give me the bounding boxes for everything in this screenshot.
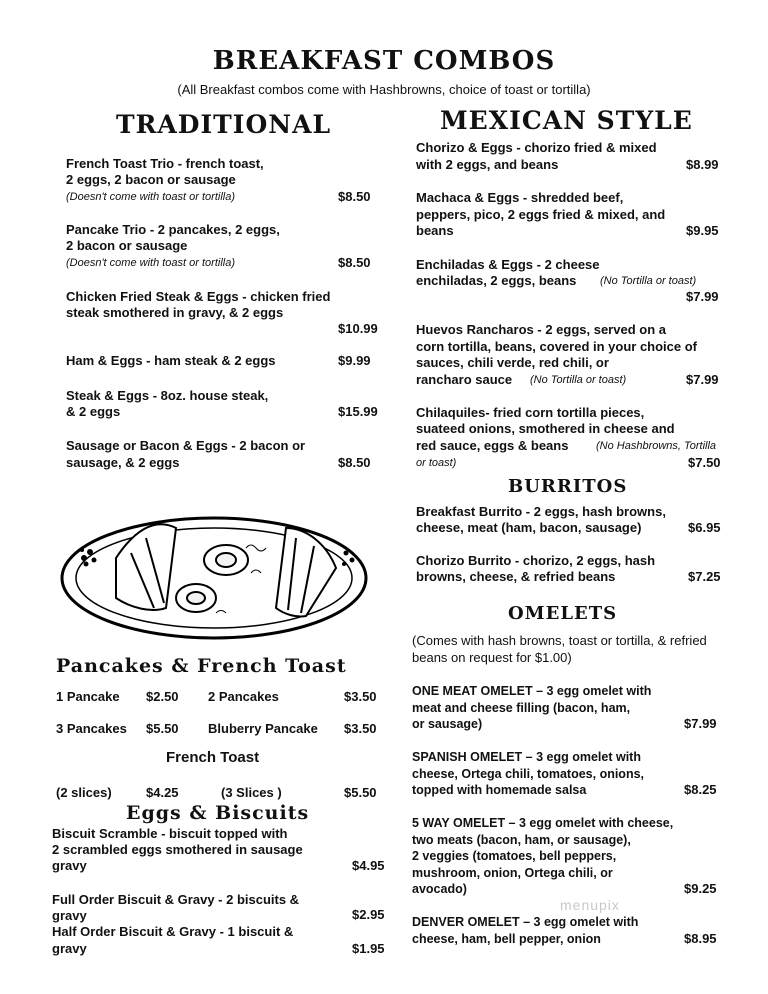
item-line: mushroom, onion, Ortega chili, or <box>412 866 613 880</box>
omelets-heading: OMELETS <box>508 603 618 624</box>
item-line: Breakfast Burrito - 2 eggs, hash browns, <box>416 504 666 519</box>
item-price: $6.95 <box>688 520 721 535</box>
french-toast-label: (3 Slices ) <box>221 785 282 800</box>
item-line: two meats (bacon, ham, or sausage), <box>412 833 631 847</box>
item-line: Huevos Rancharos - 2 eggs, served on a <box>416 322 666 337</box>
item-line: Enchiladas & Eggs - 2 cheese <box>416 257 600 272</box>
pancake-price: $2.50 <box>146 689 179 704</box>
item-line: Full Order Biscuit & Gravy - 2 biscuits & <box>52 892 300 907</box>
item-line: cheese, Ortega chili, tomatoes, onions, <box>412 767 645 781</box>
item-price: $8.25 <box>684 782 717 797</box>
pancake-label: 3 Pancakes <box>56 721 127 736</box>
item-line: SPANISH OMELET – 3 egg omelet with <box>412 750 641 764</box>
item-line: or sausage) <box>412 717 483 731</box>
item-note: (No Tortilla or toast) <box>530 374 627 386</box>
pancake-price: $5.50 <box>146 721 179 736</box>
item-line: corn tortilla, beans, covered in your choice of <box>416 339 698 354</box>
item-line: Steak & Eggs - 8oz. house steak, <box>66 388 269 403</box>
item-price: $7.50 <box>688 455 721 470</box>
item-price: $8.50 <box>338 189 371 204</box>
item-line: beans <box>416 223 454 238</box>
item-line: suateed onions, smothered in cheese and <box>416 421 675 436</box>
item-note: or toast) <box>416 457 457 469</box>
item-line: Biscuit Scramble - biscuit topped with <box>52 826 288 841</box>
french-toast-heading: French Toast <box>166 749 260 766</box>
item-note: (Doesn't come with toast or tortilla) <box>66 191 235 203</box>
item-price: $9.99 <box>338 353 371 368</box>
item-line: 5 WAY OMELET – 3 egg omelet with cheese, <box>412 816 674 830</box>
omelets-intro: (Comes with hash browns, toast or tortilla, & refried <box>412 633 707 648</box>
item-line: topped with homemade salsa <box>412 783 587 797</box>
page-title: BREAKFAST COMBOS <box>212 46 556 76</box>
traditional-heading: TRADITIONAL <box>116 110 332 139</box>
pancake-label: 2 Pancakes <box>208 689 279 704</box>
item-price: $4.95 <box>352 858 385 873</box>
french-toast-price: $4.25 <box>146 785 179 800</box>
item-price: $7.99 <box>684 716 717 731</box>
item-line: gravy <box>52 941 87 956</box>
pancake-price: $3.50 <box>344 689 377 704</box>
item-line: Chorizo & Eggs - chorizo fried & mixed <box>416 140 657 155</box>
biscuits-heading: Eggs & Biscuits <box>126 802 310 824</box>
item-line: rancharo sauce <box>416 372 513 387</box>
item-price: $7.99 <box>686 372 719 387</box>
item-price: $8.99 <box>686 157 719 172</box>
item-price: $8.50 <box>338 455 371 470</box>
item-line: French Toast Trio - french toast, <box>66 156 264 171</box>
item-line: steak smothered in gravy, & 2 eggs <box>66 305 284 320</box>
item-line: meat and cheese filling (bacon, ham, <box>412 701 631 715</box>
item-line: with 2 eggs, and beans <box>416 157 559 172</box>
pancakes-heading: Pancakes & French Toast <box>56 655 347 677</box>
pancake-label: Bluberry Pancake <box>208 721 318 736</box>
item-line: browns, cheese, & refried beans <box>416 569 616 584</box>
omelets-intro: beans on request for $1.00) <box>412 650 572 665</box>
item-line: gravy <box>52 908 87 923</box>
item-line: DENVER OMELET – 3 egg omelet with <box>412 915 639 929</box>
breakfast-plate-illustration <box>56 498 374 648</box>
item-line: cheese, ham, bell pepper, onion <box>412 932 601 946</box>
item-note: (No Hashbrowns, Tortilla <box>596 440 717 452</box>
item-note: (No Tortilla or toast) <box>600 275 697 287</box>
item-price: $7.99 <box>686 289 719 304</box>
item-line: & 2 eggs <box>66 404 121 419</box>
item-line: Half Order Biscuit & Gravy - 1 biscuit & <box>52 924 294 939</box>
french-toast-label: (2 slices) <box>56 785 112 800</box>
item-price: $7.25 <box>688 569 721 584</box>
item-price: $10.99 <box>338 321 378 336</box>
item-price: $9.25 <box>684 881 717 896</box>
item-line: ONE MEAT OMELET – 3 egg omelet with <box>412 684 652 698</box>
item-line: gravy <box>52 858 87 873</box>
item-price: $2.95 <box>352 907 385 922</box>
item-line: Machaca & Eggs - shredded beef, <box>416 190 624 205</box>
item-line: 2 eggs, 2 bacon or sausage <box>66 172 236 187</box>
watermark: menupix <box>560 897 620 913</box>
item-line: enchiladas, 2 eggs, beans <box>416 273 577 288</box>
item-line: Chilaquiles- fried corn tortilla pieces, <box>416 405 645 420</box>
item-price: $1.95 <box>352 941 385 956</box>
item-price: $8.50 <box>338 255 371 270</box>
item-price: $15.99 <box>338 404 378 419</box>
item-line: Pancake Trio - 2 pancakes, 2 eggs, <box>66 222 280 237</box>
item-line: 2 scrambled eggs smothered in sausage <box>52 842 303 857</box>
item-price: $9.95 <box>686 223 719 238</box>
item-line: red sauce, eggs & beans <box>416 438 569 453</box>
item-line: cheese, meat (ham, bacon, sausage) <box>416 520 642 535</box>
item-line: avocado) <box>412 882 467 896</box>
item-line: sausage, & 2 eggs <box>66 455 180 470</box>
pancake-price: $3.50 <box>344 721 377 736</box>
item-line: 2 bacon or sausage <box>66 238 188 253</box>
item-price: $8.95 <box>684 931 717 946</box>
item-line: sauces, chili verde, red chili, or <box>416 355 609 370</box>
item-line: 2 veggies (tomatoes, bell peppers, <box>412 849 617 863</box>
mexican-heading: MEXICAN STYLE <box>440 106 693 135</box>
item-line: Ham & Eggs - ham steak & 2 eggs <box>66 353 276 368</box>
item-line: peppers, pico, 2 eggs fried & mixed, and <box>416 207 666 222</box>
item-line: Sausage or Bacon & Eggs - 2 bacon or <box>66 438 306 453</box>
burritos-heading: BURRITOS <box>508 476 628 497</box>
item-line: Chicken Fried Steak & Eggs - chicken fried <box>66 289 331 304</box>
item-note: (Doesn't come with toast or tortilla) <box>66 257 235 269</box>
item-line: Chorizo Burrito - chorizo, 2 eggs, hash <box>416 553 656 568</box>
french-toast-price: $5.50 <box>344 785 377 800</box>
page-subtitle: (All Breakfast combos come with Hashbrowns, choice of toast or tortilla) <box>177 82 591 97</box>
pancake-label: 1 Pancake <box>56 689 120 704</box>
